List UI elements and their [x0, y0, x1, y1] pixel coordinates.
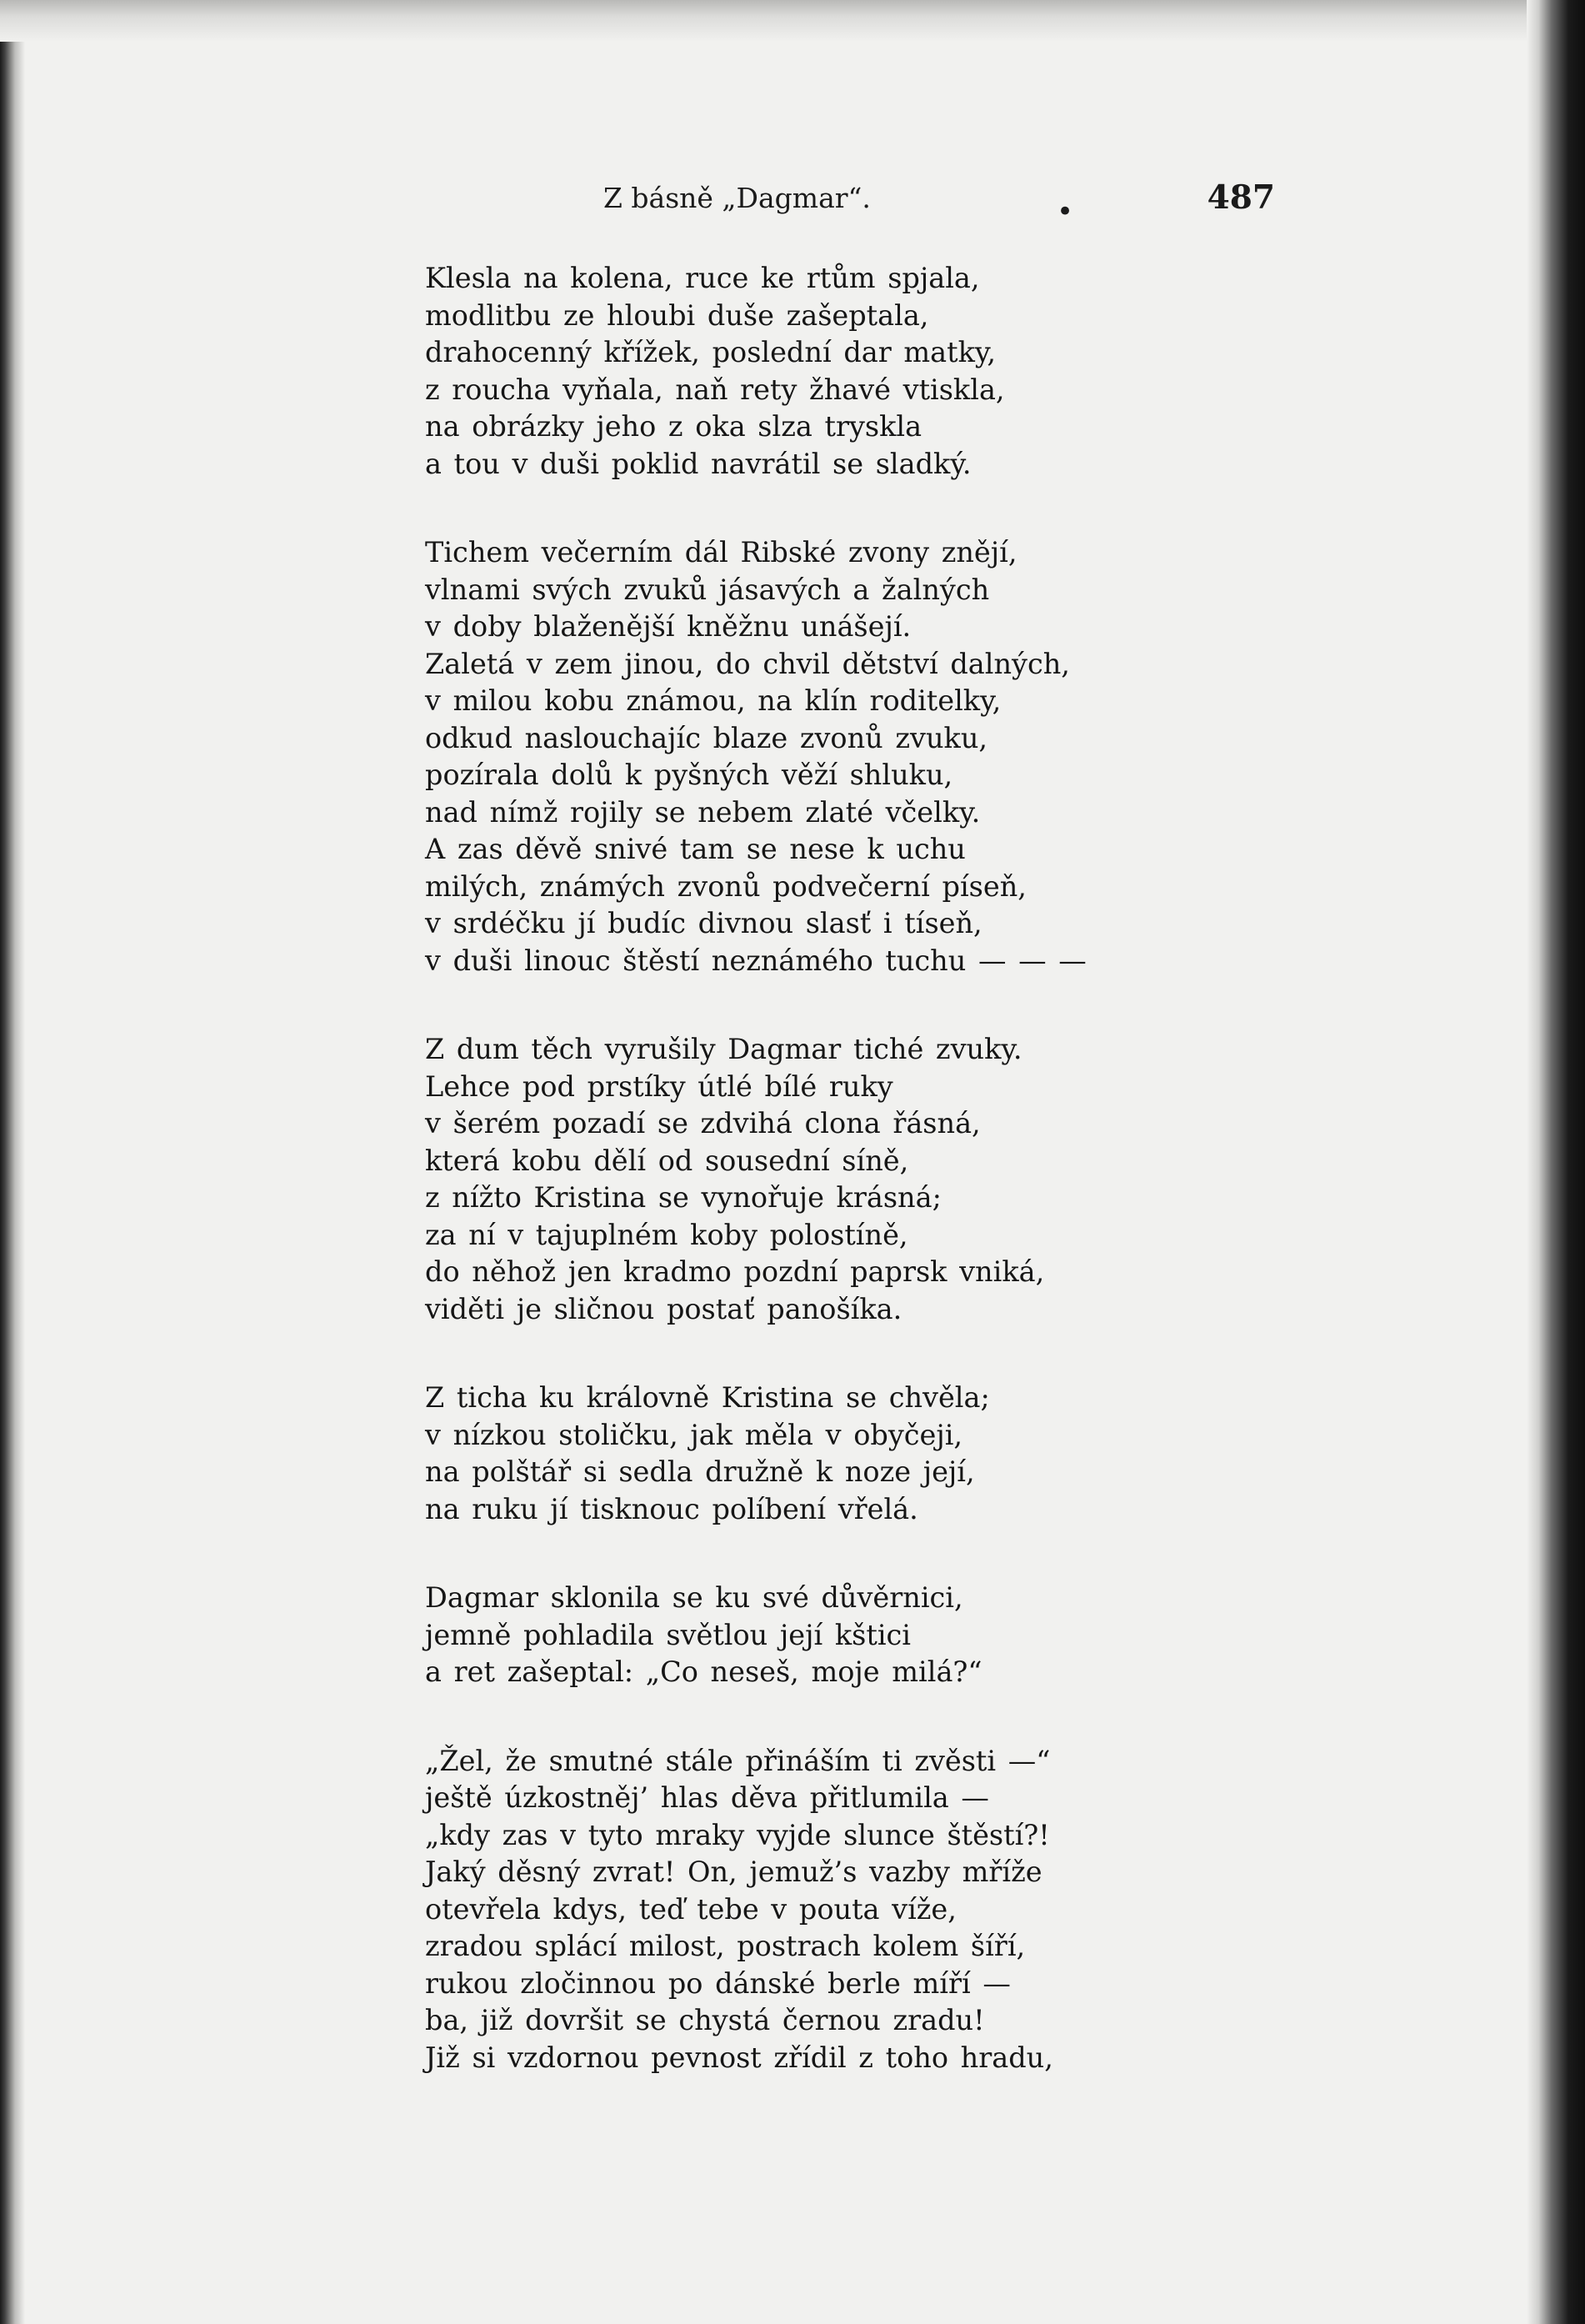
page-number: 487: [1207, 178, 1275, 217]
stanza: [425, 1031, 1175, 1328]
poem-line: milých, známých zvonů podvečerní píseň,: [425, 869, 1027, 903]
poem-line: Klesla na kolena, ruce ke rtům spjala,: [425, 262, 980, 294]
poem-line: drahocenný křížek, poslední dar matky,: [425, 336, 997, 368]
poem-line: „Žel, že smutné stále přináším ti zvěsti —“: [425, 1744, 1051, 1777]
poem-line: z roucha vyňala, naň rety žhavé vtiskla,: [425, 373, 1005, 406]
poem-line: modlitbu ze hloubi duše zašeptala,: [425, 298, 929, 332]
poem-line: v nízkou stoličku, jak měla v obyčeji,: [425, 1418, 963, 1451]
poem-line: v srdéčku jí budíc divnou slasť i tíseň,: [425, 907, 982, 939]
poem-line: Dagmar sklonila se ku své důvěrnici,: [425, 1581, 963, 1614]
poem-line: za ní v tajuplném koby polostíně,: [425, 1218, 908, 1251]
running-title: Z básně „Dagmar“.: [603, 182, 871, 214]
poem-line: a tou v duši poklid navrátil se sladký.: [425, 447, 972, 480]
poem-line: zradou splácí milost, postrach kolem šíří,: [425, 1930, 1026, 1962]
page-edge-shadow: [1527, 0, 1585, 2324]
poem-text: [425, 260, 1175, 2128]
page-binding-shadow: [0, 0, 25, 2324]
poem-line: Z ticha ku královně Kristina se chvěla;: [425, 1381, 990, 1414]
poem-line: v šerém pozadí se zdvihá clona řásná,: [425, 1107, 981, 1139]
poem-line: „kdy zas v tyto mraky vyjde slunce štěstí?!: [425, 1818, 1050, 1851]
poem-line: Již si vzdornou pevnost zřídil z toho hradu,: [425, 2041, 1053, 2074]
poem-line: ještě úzkostněj’ hlas děva přitlumila —: [425, 1781, 989, 1814]
stanza: [425, 1743, 1175, 2077]
poem-line: na polštář si sedla družně k noze její,: [425, 1455, 975, 1488]
stanza: [425, 534, 1175, 979]
poem-line: v duši linouc štěstí neznámého tuchu — — —: [425, 944, 1087, 977]
header-dot: •: [1057, 195, 1074, 228]
poem-line: z nížto Kristina se vynořuje krásná;: [425, 1181, 942, 1214]
poem-line: do něhož jen kradmo pozdní paprsk vniká,: [425, 1255, 1045, 1288]
poem-line: jemně pohladila světlou její kštici: [425, 1618, 912, 1651]
stanza: [425, 1580, 1175, 1691]
poem-line: v milou kobu známou, na klín roditelky,: [425, 684, 1002, 717]
poem-line: na ruku jí tisknouc políbení vřelá.: [425, 1492, 918, 1525]
running-header: [592, 175, 1275, 228]
poem-line: Zaletá v zem jinou, do chvil dětství dalných,: [425, 647, 1070, 680]
poem-line: a ret zašeptal: „Co neseš, moje milá?“: [425, 1655, 982, 1688]
poem-line: rukou zločinnou po dánské berle míří —: [425, 1966, 1011, 2000]
poem-line: A zas děvě snivé tam se nese k uchu: [425, 833, 966, 865]
poem-line: odkud naslouchajíc blaze zvonů zvuku,: [425, 721, 988, 754]
poem-line: Lehce pod prstíky útlé bílé ruky: [425, 1069, 893, 1103]
poem-line: ba, již dovršit se chystá černou zradu!: [425, 2004, 985, 2036]
poem-line: na obrázky jeho z oka slza tryskla: [425, 410, 922, 443]
stanza: [425, 260, 1175, 483]
poem-line: viděti je sličnou postať panošíka.: [425, 1292, 902, 1325]
poem-line: otevřela kdys, teď tebe v pouta víže,: [425, 1892, 957, 1926]
poem-line: Tichem večerním dál Ribské zvony znějí,: [425, 536, 1018, 568]
page-top-shadow: [0, 0, 1585, 42]
stanza: [425, 1380, 1175, 1528]
poem-line: Jaký děsný zvrat! On, jemuž’s vazby mříže: [425, 1856, 1042, 1888]
poem-line: která kobu dělí od sousední síně,: [425, 1144, 909, 1177]
poem-line: vlnami svých zvuků jásavých a žalných: [425, 573, 990, 606]
poem-line: nad nímž rojily se nebem zlaté včelky.: [425, 795, 981, 829]
poem-line: Z dum těch vyrušily Dagmar tiché zvuky.: [425, 1033, 1022, 1065]
poem-line: v doby blaženější kněžnu unášejí.: [425, 610, 912, 643]
poem-line: pozírala dolů k pyšných věží shluku,: [425, 759, 953, 791]
